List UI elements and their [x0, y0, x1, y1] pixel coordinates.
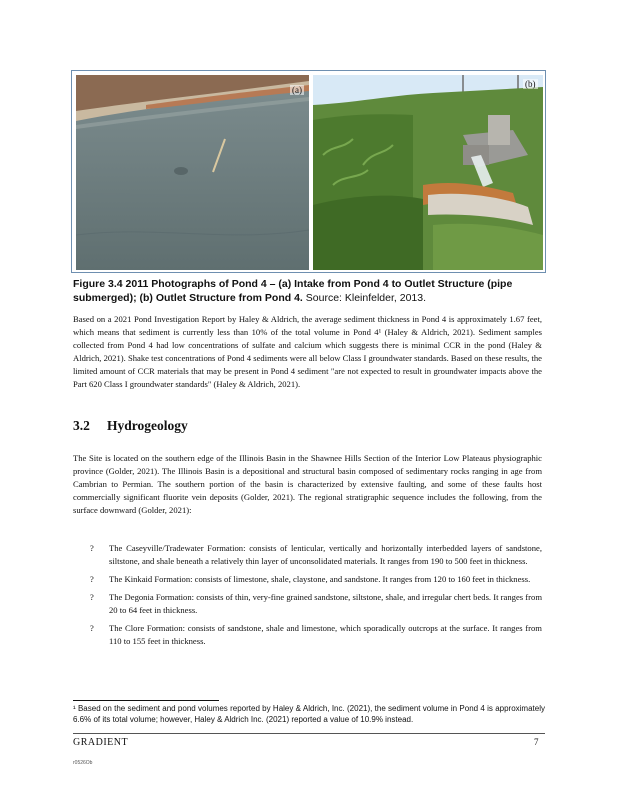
photo-outlet-structure [313, 75, 543, 270]
list-item-text: The Kinkaid Formation: consists of limestone, shale, claystone, and sandstone. It ranges from 120 to 160 feet in thickness. [109, 574, 531, 584]
list-item [90, 622, 542, 648]
photo-label-b: (b) [525, 79, 536, 89]
figure-photographs [71, 70, 546, 273]
footnote-divider [73, 700, 219, 701]
bullet-mark: ? [90, 623, 94, 633]
list-item [90, 573, 542, 586]
figure-caption-title: Figure 3.4 2011 Photographs of Pond 4 – (a) Intake from Pond 4 to Outlet Structure (pipe submerged); (b) Outlet Structure from Pond 4. [73, 278, 513, 304]
pond-water-image [76, 75, 309, 270]
bullet-mark: ? [90, 592, 94, 602]
list-item-text: The Clore Formation: consists of sandstone, shale and limestone, which sporadically outcrops at the surface. It ranges from 110 to 155 feet in thickness. [109, 623, 542, 646]
document-reference: r0526Ob [73, 760, 93, 766]
photo-pond-intake [76, 75, 309, 270]
paragraph-hydrogeology: The Site is located on the southern edge of the Illinois Basin in the Shawnee Hills Section of the Interior Low Plateaus physiographic province (Golder, 2021). The Illinois Basin is a depositional and structural basin composed of sedimentary rocks ranging in age from Cambrian to Permian. The southern portion of the basin is characterized by extensive faulting, and some of these faults host commercially significant fluorite vein deposits (Golder, 2021). The regional stratigraphic sequence includes the following, from the surface downward (Golder, 2021): [73, 453, 542, 515]
footer-brand-logo: GRADIENT [73, 737, 129, 748]
section-number: 3.2 [73, 418, 90, 433]
footer-divider [73, 733, 545, 734]
formation-list [90, 542, 542, 653]
list-item-text: The Caseyville/Tradewater Formation: consists of lenticular, vertically and horizontally interbedded layers of sandstone, siltstone, and shale beneath a relatively thin layer of unconsolidated materials. It ranges from 190 to 500 feet in thickness. [109, 543, 542, 566]
bullet-mark: ? [90, 574, 94, 584]
figure-caption [73, 277, 553, 305]
outlet-structure-image [313, 75, 543, 270]
list-item-text: The Degonia Formation: consists of thin, very-fine grained sandstone, siltstone, shale, and irregular chert beds. It ranges from 20 to 64 feet in thickness. [109, 592, 542, 615]
section-heading [73, 418, 188, 434]
list-item [90, 542, 542, 568]
bullet-mark: ? [90, 543, 94, 553]
page-number: 7 [534, 737, 539, 747]
list-item [90, 591, 542, 617]
photo-label-a: (a) [292, 85, 302, 95]
section-title: Hydrogeology [107, 418, 188, 433]
footnote: ¹ Based on the sediment and pond volumes reported by Haley & Aldrich, Inc. (2021), the sediment volume in Pond 4 is approximately 6.6% of its total volume; however, Haley & Aldrich Inc. (2021) reported a value of 10.9% instead. [73, 704, 545, 724]
paragraph-sediment: Based on a 2021 Pond Investigation Report by Haley & Aldrich, the average sediment thickness in Pond 4 is approximately 1.67 feet, which means that sediment is currently less than 10% of the total volume in Pond 4¹ (Haley & Aldrich, 2021). Sediment samples collected from Pond 4 had low concentrations of sulfate and calcium which suggests there is minimal CCR in the pond (Haley & Aldrich, 2021). Shake test concentrations of Pond 4 sediments were all below Class I groundwater standards. Based on these results, the limited amount of CCR materials that may be present in Pond 4 sediment "are not expected to result in groundwater impacts above the Part 620 Class I groundwater standards" (Haley & Aldrich, 2021). [73, 314, 542, 389]
figure-caption-source: Source: Kleinfelder, 2013. [305, 292, 427, 304]
